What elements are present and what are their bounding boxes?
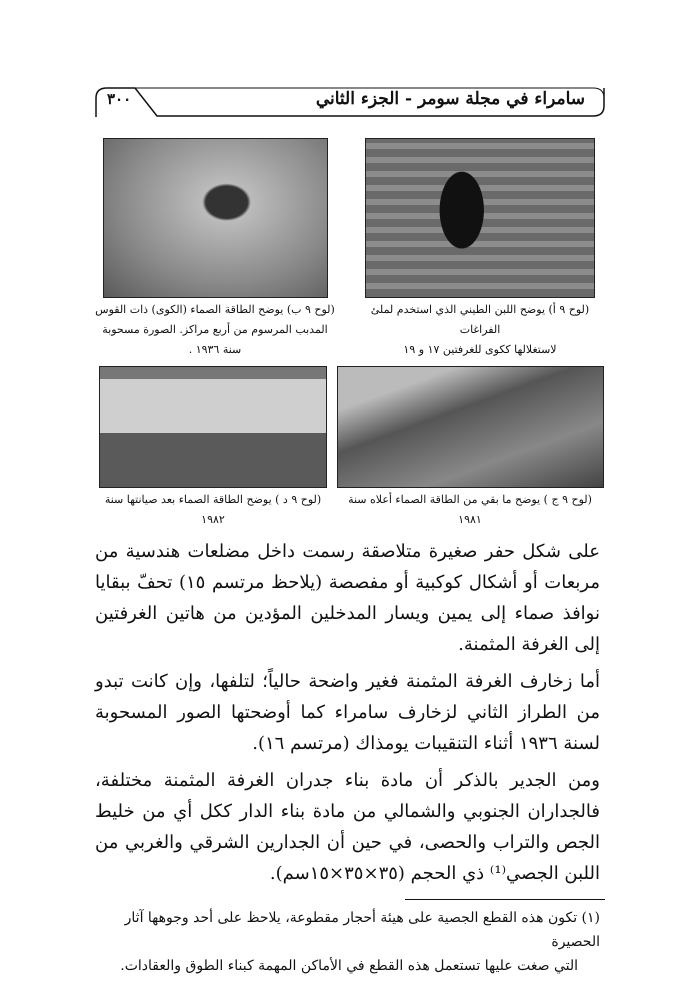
figure-plate-9b: [95, 138, 335, 360]
figure-plate-9a: [355, 138, 605, 360]
footnote-divider: [405, 899, 605, 900]
caption-line: (لوح ٩ د ) يوضح الطاقة الصماء بعد صيانتها سنة ١٩٨٢: [104, 493, 322, 526]
photo-plate-9d: [99, 366, 327, 488]
running-header: [95, 86, 605, 118]
footnote-line: (١) تكون هذه القطع الجصية على هيئة أحجار مقطوعة، يلاحظ على أحد وجوهها آثار الحصيرة: [124, 910, 600, 950]
photo-plate-9a: [365, 138, 595, 298]
page-number: ٣٠٠: [107, 90, 132, 108]
caption-line: (لوح ٩ ج ) يوضح ما بقي من الطاقة الصماء أعلاه سنة ١٩٨١: [348, 493, 592, 526]
footnote: [95, 906, 600, 978]
caption-plate-9a: [355, 300, 605, 360]
photo-plate-9b: [103, 138, 328, 298]
figure-plate-9d: [95, 366, 331, 530]
caption-plate-9b: [95, 300, 335, 360]
footnote-line: التي صغت عليها تستعمل هذه القطع في الأماكن المهمة كبناء الطوق والعقادات.: [120, 958, 578, 974]
caption-line: المدبب المرسوم من أربع مراكز. الصورة مسحوبة سنة ١٩٣٦ .: [102, 323, 328, 356]
figure-row-bottom: [95, 366, 605, 530]
caption-line: (لوح ٩ ب) يوضح الطاقة الصماء (الكوى) ذات القوس: [95, 303, 335, 316]
caption-line: لاستغلالها ككوى للغرفتين ١٧ و ١٩: [403, 343, 557, 356]
caption-plate-9d: [95, 490, 331, 530]
caption-plate-9c: [335, 490, 605, 530]
body-paragraph: على شكل حفر صغيرة متلاصقة رسمت داخل مضلعات هندسية من مربعات أو أشكال كوكبية أو مفصصة (يلاحظ مرتسم ١٥) تحفّ ببقايا نوافذ صماء إلى يمين ويسار المدخلين المؤدين من هاتين الغرفتين إلى الغرفة المثمنة.: [95, 541, 600, 655]
figure-plate-9c: [335, 366, 605, 530]
body-paragraph: ومن الجدير بالذكر أن مادة بناء جدران الغرفة المثمنة مختلفة، فالجداران الجنوبي والشمالي من مادة بناء الدار ككل أي من خليط الجص والتراب والحصى، في حين أن الجدارين الشرقي والغربي من اللبن الجصي⁽¹⁾ ذي الحجم (٣٥×٣٥×١٥سم).: [95, 770, 600, 884]
caption-line: (لوح ٩ أ) يوضح اللبن الطيني الذي استخدم لملئ الفراغات: [370, 303, 590, 336]
header-title: سامراء في مجلة سومر - الجزء الثاني: [315, 89, 585, 109]
figure-row-top: [95, 138, 605, 360]
photo-plate-9c: [337, 366, 604, 488]
body-paragraph: أما زخارف الغرفة المثمنة فغير واضحة حالياً؛ لتلفها، وإن كانت تبدو من الطراز الثاني لزخارف سامراء كما أوضحتها الصور المسحوبة لسنة ١٩٣٦ أثناء التنقيبات يومذاك (مرتسم ١٦).: [95, 671, 600, 754]
